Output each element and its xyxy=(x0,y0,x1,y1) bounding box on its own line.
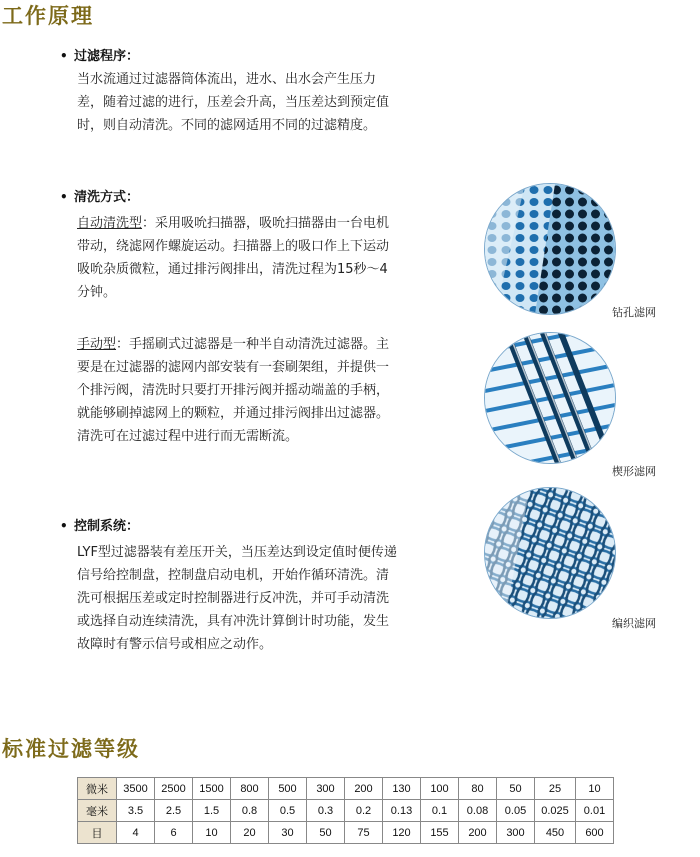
table-cell: 3.5 xyxy=(117,800,155,822)
table-cell: 10 xyxy=(576,778,614,800)
table-cell: 450 xyxy=(535,822,576,844)
woven-mesh-image xyxy=(484,487,616,619)
table-row xyxy=(78,800,614,822)
table-cell: 120 xyxy=(383,822,421,844)
table-cell: 600 xyxy=(576,822,614,844)
table-cell: 10 xyxy=(193,822,231,844)
section-title-working-principle: 工作原理 xyxy=(2,4,94,28)
auto-clean-paragraph xyxy=(77,212,397,304)
woven-mesh-caption: 编织滤网 xyxy=(612,617,656,630)
table-cell: 100 xyxy=(421,778,459,800)
control-heading-text: 控制系统： xyxy=(74,519,140,534)
table-cell: 80 xyxy=(459,778,497,800)
table-cell: 155 xyxy=(421,822,459,844)
cleaning-heading-text: 清洗方式： xyxy=(74,190,140,205)
auto-clean-label: 自动清洗型 xyxy=(77,216,143,231)
cleaning-heading xyxy=(60,186,139,205)
bullet-icon: • xyxy=(60,519,68,533)
table-cell: 0.8 xyxy=(231,800,269,822)
drilled-mesh-caption: 钻孔滤网 xyxy=(612,306,656,319)
table-cell: 75 xyxy=(345,822,383,844)
auto-clean-text: ：采用吸吮扫描器，吸吮扫描器由一台电机带动，绕滤网作螺旋运动。扫描器上的吸口作上下运动吸吮杂质微粒，通过排污阀排出，清洗过程为15秒～4分钟。 xyxy=(77,216,390,300)
manual-clean-label: 手动型 xyxy=(77,337,117,352)
row-header: 微米 xyxy=(78,778,117,800)
table-cell: 50 xyxy=(307,822,345,844)
filter-grade-table xyxy=(77,777,614,844)
process-paragraph: 当水流通过过滤器筒体流出，进水、出水会产生压力差，随着过滤的进行，压差会升高，当压差达到预定值时，则自动清洗。不同的滤网适用不同的过滤精度。 xyxy=(77,72,390,133)
table-cell: 0.5 xyxy=(269,800,307,822)
table-cell: 20 xyxy=(231,822,269,844)
table-cell: 0.08 xyxy=(459,800,497,822)
section-title-filter-grades: 标准过滤等级 xyxy=(2,737,140,761)
table-cell: 130 xyxy=(383,778,421,800)
table-cell: 30 xyxy=(269,822,307,844)
drilled-mesh-image xyxy=(484,183,616,315)
wedge-mesh-caption: 楔形滤网 xyxy=(612,465,656,478)
table-cell: 25 xyxy=(535,778,576,800)
table-cell: 300 xyxy=(307,778,345,800)
table-cell: 4 xyxy=(117,822,155,844)
table-cell: 300 xyxy=(497,822,535,844)
table-cell: 2500 xyxy=(155,778,193,800)
row-header: 毫米 xyxy=(78,800,117,822)
table-cell: 1.5 xyxy=(193,800,231,822)
row-header: 目 xyxy=(78,822,117,844)
table-cell: 200 xyxy=(345,778,383,800)
process-heading-text: 过滤程序： xyxy=(74,49,140,64)
table-cell: 0.025 xyxy=(535,800,576,822)
table-cell: 200 xyxy=(459,822,497,844)
table-cell: 6 xyxy=(155,822,193,844)
bullet-icon: • xyxy=(60,190,68,204)
table-cell: 0.1 xyxy=(421,800,459,822)
table-cell: 3500 xyxy=(117,778,155,800)
manual-clean-paragraph xyxy=(77,333,397,448)
table-cell: 0.01 xyxy=(576,800,614,822)
table-cell: 0.13 xyxy=(383,800,421,822)
table-row xyxy=(78,778,614,800)
table-cell: 1500 xyxy=(193,778,231,800)
process-heading xyxy=(60,45,139,64)
table-cell: 500 xyxy=(269,778,307,800)
table-cell: 0.05 xyxy=(497,800,535,822)
manual-clean-text: ：手摇刷式过滤器是一种半自动清洗过滤器。主要是在过滤器的滤网内部安装有一套刷架组，并提供一个排污阀，清洗时只要打开排污阀并摇动端盖的手柄，就能够刷掉滤网上的颗粒，并通过排污阀排出过滤器。清洗可在过滤过程中进行而无需断流。 xyxy=(77,337,390,444)
table-cell: 2.5 xyxy=(155,800,193,822)
table-cell: 0.2 xyxy=(345,800,383,822)
table-row xyxy=(78,822,614,844)
table-cell: 0.3 xyxy=(307,800,345,822)
wedge-mesh-image xyxy=(484,332,616,464)
control-heading xyxy=(60,515,139,534)
table-cell: 800 xyxy=(231,778,269,800)
table-cell: 50 xyxy=(497,778,535,800)
control-paragraph: LYF型过滤器装有差压开关，当压差达到设定值时便传递信号给控制盘，控制盘启动电机，开始作循环清洗。清洗可根据压差或定时控制器进行反冲洗，并可手动清洗或选择自动连续清洗，具有冲洗计算倒计时功能，发生故障时有警示信号或相应之动作。 xyxy=(77,545,397,652)
bullet-icon: • xyxy=(60,49,68,63)
